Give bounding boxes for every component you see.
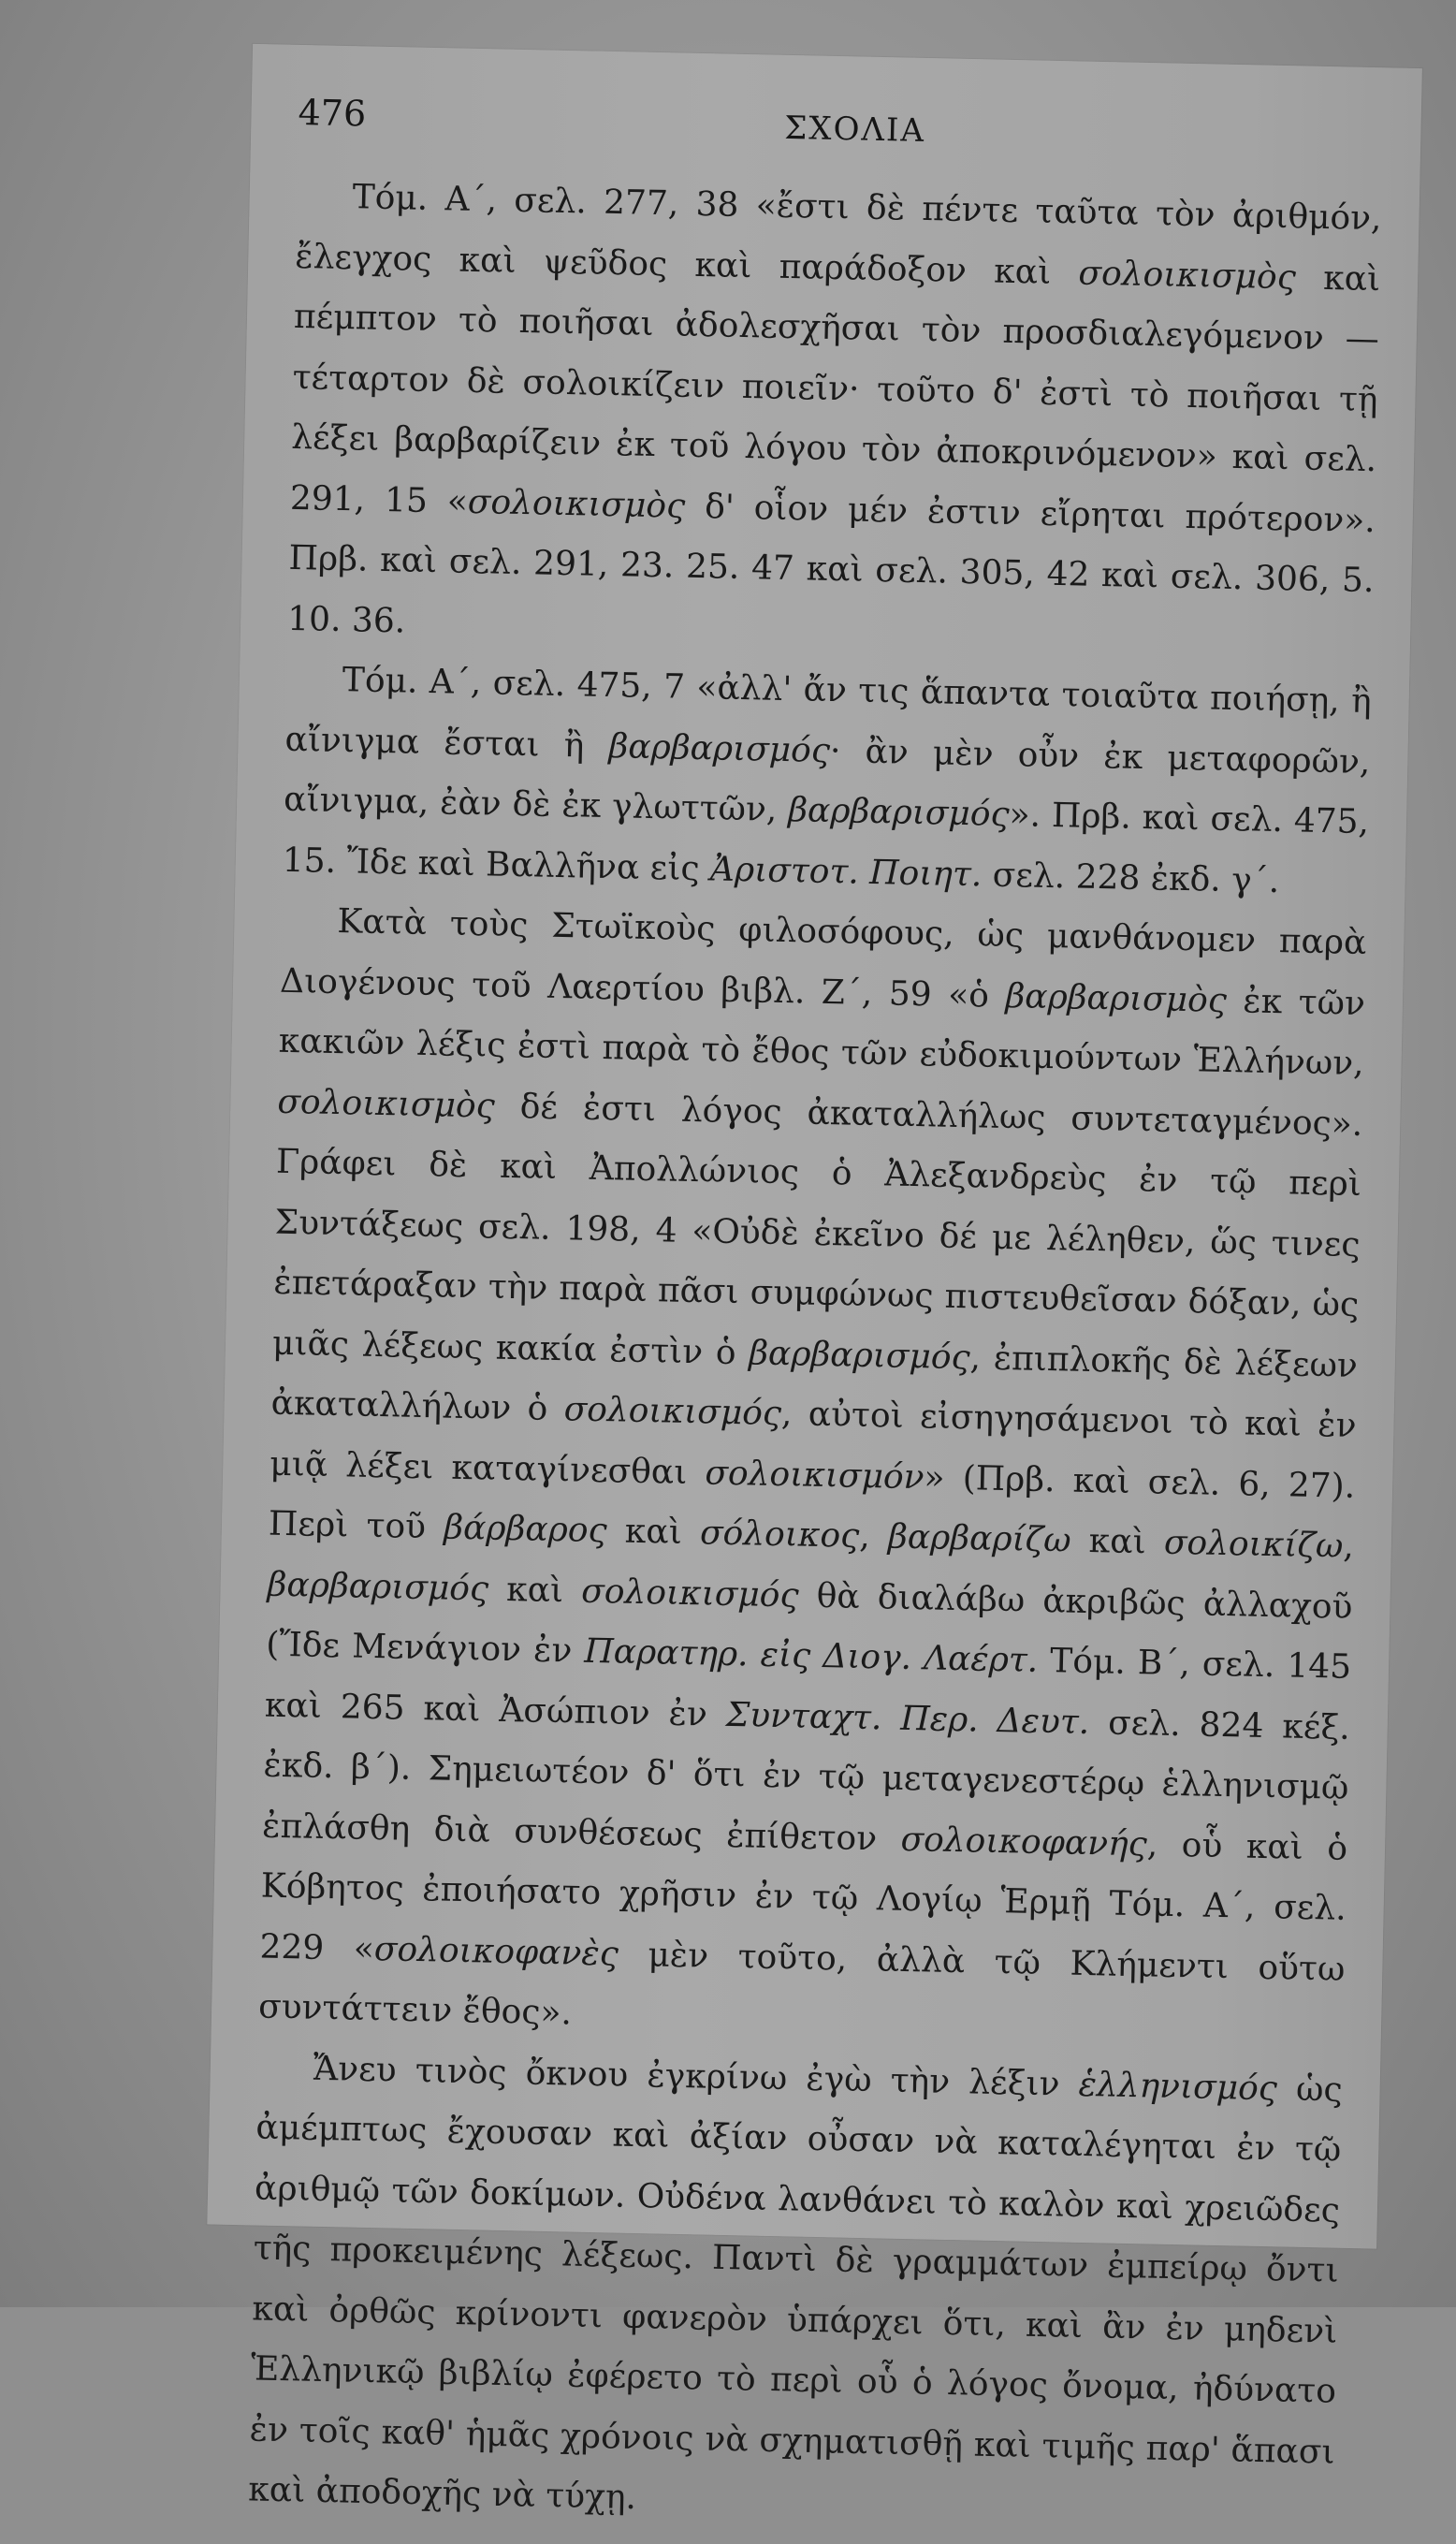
text-run: καὶ xyxy=(488,1570,582,1611)
page-number: 476 xyxy=(298,91,367,135)
text-run: θὰ διαλάβω ἀκριβῶς ἀλλαχοῦ (Ἴδε Μενάγιον ἐν xyxy=(265,1575,1353,1671)
text-run: σελ. 228 ἐκδ. γ΄. xyxy=(981,855,1280,900)
italic-term: σολοικισμὸς xyxy=(467,482,686,526)
text-run: ὡς ἀμέμπτως ἔχουσαν καὶ ἀξίαν οὖσαν νὰ καταλέγηται ἐν τῷ ἀριθμῷ τῶν δοκίμων. Οὐδένα λανθάνει τὸ καλὸν καὶ χρειῶδες τῆς προκειμένης λέξεως. Παντὶ δὲ γραμμάτων ἐμπείρῳ ὄντι καὶ ὀρθῶς κρίνοντι φανερὸν ὑπάρχει ὅτι, καὶ ἂν ἐν μηδενὶ Ἑλληνικῷ βιβλίῳ ἐφέρετο τὸ περὶ οὗ ὁ λόγος ὄνομα, ἠδύνατο ἐν τοῖς καθ' ἡμᾶς χρόνοις νὰ σχηματισθῇ καὶ τιμῆς παρ' ἅπασι καὶ ἀποδοχῆς νὰ τύχῃ. xyxy=(247,2069,1344,2518)
italic-term: ἑλληνισμός xyxy=(1078,2065,1278,2108)
text-run: καὶ xyxy=(606,1512,701,1553)
italic-term: σολοικοφανής xyxy=(900,1820,1148,1864)
text-run: καὶ πέμπτον τὸ ποιῆσαι ἀδολεσχῆσαι τὸν προσδιαλεγόμενον — τέταρτον δὲ σολοικίζειν ποιεῖν· τοῦτο δ' ἐστὶ τὸ ποιῆσαι τῇ λέξει βαρβαρίζειν ἐκ τοῦ λόγου τὸν ἀποκρινόμενον» καὶ σελ. 291, 15 « xyxy=(289,257,1381,521)
page-header xyxy=(298,92,1375,170)
italic-term: Ἀριστοτ. Ποιητ. xyxy=(709,849,983,894)
text-run: Τόμ. Α΄, σελ. 277, 38 «ἔστι δὲ πέντε ταῦτα τὸν ἀριθμόν, ἔλεγχος καὶ ψεῦδος καὶ παράδοξον καὶ xyxy=(294,178,1382,292)
text-run: , xyxy=(1342,1527,1355,1566)
text-run: δ' οἷον μέν ἐστιν εἴρηται πρότερον». Πρβ. καὶ σελ. 291, 23. 25. 47 καὶ σελ. 305, 42 καὶ σελ. 306, 5. 10. 36. xyxy=(286,487,1376,640)
italic-term: σολοικισμός xyxy=(580,1572,800,1615)
text-run: ἐκ τῶν κακιῶν λέξις ἐστὶ παρὰ τὸ ἔθος τῶν εὐδοκιμούντων Ἑλλήνων, xyxy=(278,981,1366,1084)
text-run: σελ. 824 κέξ. ἐκδ. β΄). Σημειωτέον δ' ὅτι ἐν τῷ μεταγενεστέρῳ ἑλληνισμῷ ἐπλάσθη διὰ συνθέσεως ἐπίθετον xyxy=(261,1703,1351,1859)
text-run: ». Πρβ. καὶ σελ. 475, 15. Ἴδε καὶ Βαλλῆνα εἰς xyxy=(282,796,1370,888)
italic-term: βαρβαρισμός xyxy=(608,726,831,770)
italic-term: βαρβαρίζω xyxy=(887,1517,1071,1560)
italic-term: βαρβαρισμός xyxy=(787,791,1011,835)
paragraph-3 xyxy=(258,891,1367,2061)
text-run: , αὐτοὶ εἰσηγησάμενοι τὸ καὶ ἐν μιᾷ λέξει καταγίνεσθαι xyxy=(269,1395,1357,1492)
italic-term: βαρβαρισμός xyxy=(748,1333,971,1377)
book-page xyxy=(207,44,1422,2518)
text-run: Τόμ. Β΄, σελ. 145 καὶ 265 καὶ Ἀσώπιον ἐν xyxy=(264,1641,1352,1734)
text-run: δέ ἐστι λόγος ἀκαταλλήλως συντεταγμένος». Γράφει δὲ καὶ Ἀπολλώνιος ὁ Ἀλεξανδρεὺς ἐν τῷ περὶ Συντάξεως σελ. 198, 4 «Οὐδὲ ἐκεῖνο δέ με λέληθεν, ὥς τινες ἐπετάραξαν τὴν παρὰ πᾶσι συμφώνως πιστευθεῖσαν δόξαν, ὡς μιᾶς λέξεως κακία ἐστὶν ὁ xyxy=(271,1087,1363,1372)
italic-term: σολοικισμὸς xyxy=(1078,253,1297,297)
italic-term: Παρατηρ. εἰς Διογ. Λαέρτ. xyxy=(583,1631,1039,1680)
running-head: ΣΧΟΛΙΑ xyxy=(783,109,926,150)
italic-term: σόλοικος xyxy=(699,1513,860,1556)
italic-term: βάρβαρος xyxy=(443,1508,608,1551)
text-run: μὲν τοῦτο, ἀλλὰ τῷ Κλήμεντι οὕτω συντάττειν ἔθος». xyxy=(257,1935,1346,2033)
italic-term: βαρβαρισμὸς xyxy=(1005,976,1228,1020)
text-run: · ἂν μὲν οὖν ἐκ μεταφορῶν, αἴνιγμα, ἐὰν δὲ ἐκ γλωττῶν, xyxy=(283,731,1371,830)
italic-term: σολοικισμόν xyxy=(705,1453,925,1497)
italic-term: σολοικίζω xyxy=(1163,1523,1344,1566)
text-run: , xyxy=(858,1516,889,1557)
text-run: Ἄνευ τινὸς ὄκνου ἐγκρίνω ἐγὼ τὴν λέξιν xyxy=(313,2049,1080,2104)
text-run: Τόμ. Α΄, σελ. 475, 7 «ἀλλ' ἄν τις ἅπαντα τοιαῦτα ποιήσῃ, ἢ αἴνιγμα ἔσται ἢ xyxy=(284,661,1373,766)
body-text xyxy=(248,167,1382,2543)
text-run: , οὗ καὶ ὁ Κόβητος ἐποιήσατο χρῆσιν ἐν τῷ Λογίῳ Ἑρμῇ Τόμ. Α΄, σελ. 229 « xyxy=(259,1824,1348,1968)
italic-term: σολοικισμὸς xyxy=(277,1082,496,1126)
text-run: καὶ xyxy=(1070,1521,1165,1562)
text-run: » (Πρβ. καὶ σελ. 6, 27). Περὶ τοῦ xyxy=(268,1457,1356,1547)
italic-term: βαρβαρισμός xyxy=(267,1565,489,1609)
text-run: Κατὰ τοὺς Στωϊκοὺς φιλοσόφους, ὡς μανθάνομεν παρὰ Διογένους τοῦ Λαερτίου βιβλ. Ζ΄, 59 «ὁ xyxy=(279,902,1367,1016)
italic-term: σολοικοφανὲς xyxy=(373,1929,619,1974)
paragraph-4 xyxy=(248,2038,1344,2543)
text-run: , ἐπιπλοκῆς δὲ λέξεων ἀκαταλλήλων ὁ xyxy=(270,1338,1359,1429)
paragraph-1 xyxy=(287,167,1383,672)
italic-term: σολοικισμός xyxy=(563,1390,782,1434)
paragraph-2 xyxy=(282,650,1372,914)
italic-term: Συνταχτ. Περ. Δευτ. xyxy=(725,1695,1090,1742)
